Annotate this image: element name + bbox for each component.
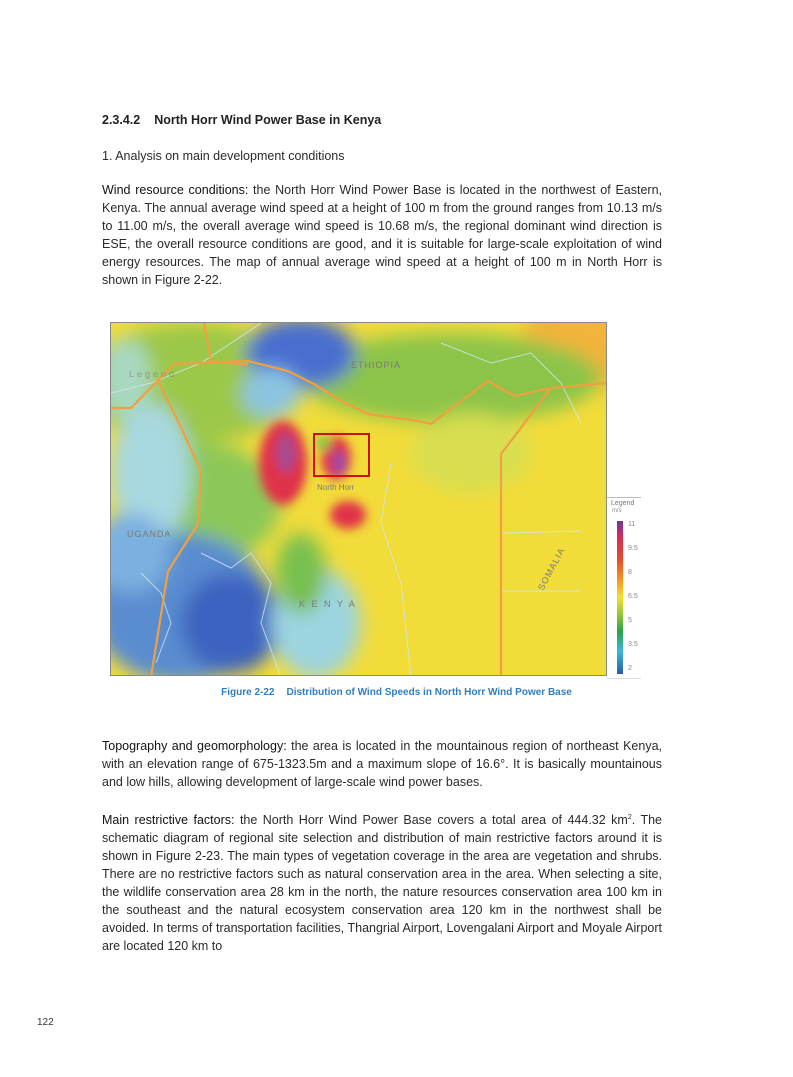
paragraph-topography	[102, 737, 662, 791]
page-number: 122	[37, 1017, 54, 1028]
legend-tick: 3.5	[628, 641, 638, 648]
paragraph-text: the North Horr Wind Power Base is located in the northwest of Eastern, Kenya. The annual average wind speed at a height of 100 m from the ground ranges from 10.13 m/s to 11.00 m/s, the overall average wind speed is 10.68 m/s, the regional dominant wind direction is ESE, the overall resource conditions are good, and it is suitable for large-scale exploitation of wind energy resources. The map of annual average wind speed at a height of 100 m in North Horr is shown in Figure 2-22.	[102, 183, 662, 287]
label-legend-ghost: Legend	[129, 369, 178, 379]
legend-tick: 8	[628, 569, 632, 576]
section-number: 2.3.4.2	[102, 113, 141, 127]
legend-tick: 2	[628, 665, 632, 672]
label-north-horr: North Horr	[317, 483, 355, 492]
legend-title: Legend	[611, 500, 635, 507]
subheading: 1. Analysis on main development conditions	[102, 149, 345, 163]
paragraph-label: Wind resource conditions:	[102, 183, 249, 197]
label-uganda: UGANDA	[127, 529, 172, 539]
figure-caption-text: Distribution of Wind Speeds in North Horr Wind Power Base	[286, 687, 572, 698]
legend-tick: 9.5	[628, 545, 638, 552]
figure-caption	[0, 687, 793, 698]
superscript: 2	[627, 814, 632, 821]
legend-tick: 5	[628, 617, 632, 624]
map-legend	[607, 497, 641, 679]
wind-speed-map	[110, 322, 607, 676]
legend-colorbar	[617, 521, 623, 674]
map-graphic	[111, 323, 607, 676]
paragraph-wind-resource	[102, 181, 662, 289]
section-title: North Horr Wind Power Base in Kenya	[154, 113, 382, 127]
paragraph-text: . The schematic diagram of regional site selection and distribution of main restrictive factors around it is shown in Figure 2-23. The main types of vegetation coverage in the area are vegetation and shrubs. There are no restrictive factors such as natural conservation area in the area. When selecting a site, the wildlife conservation area 28 km in the north, the nature resources conservation area 100 km in the southeast and the natural ecosystem conservation area 120 km in the northwest shall be avoided. In terms of transportation facilities, Thangrial Airport, Lovengalani Airport and Moyale Airport are located 120 km to	[102, 813, 662, 954]
section-heading	[102, 113, 381, 127]
legend-unit: m/s	[612, 508, 622, 514]
label-somalia: SOMALIA	[535, 545, 567, 592]
paragraph-restrictive-factors	[102, 809, 662, 955]
label-kenya: K E N Y A	[299, 599, 357, 609]
paragraph-text: the North Horr Wind Power Base covers a total area of 444.32 km	[234, 813, 628, 828]
paragraph-label: Topography and geomorphology:	[102, 739, 287, 753]
label-ethiopia: ETHIOPIA	[351, 360, 402, 370]
paragraph-label: Main restrictive factors:	[102, 813, 235, 828]
paragraph-text: the area is located in the mountainous region of northeast Kenya, with an elevation range of 675-1323.5m and a maximum slope of 16.6°. It is basically mountainous and low hills, allowing development of large-scale wind power bases.	[102, 739, 662, 789]
legend-tick: 6.5	[628, 593, 638, 600]
figure-number: Figure 2-22	[221, 687, 275, 698]
legend-tick: 11	[628, 521, 636, 528]
